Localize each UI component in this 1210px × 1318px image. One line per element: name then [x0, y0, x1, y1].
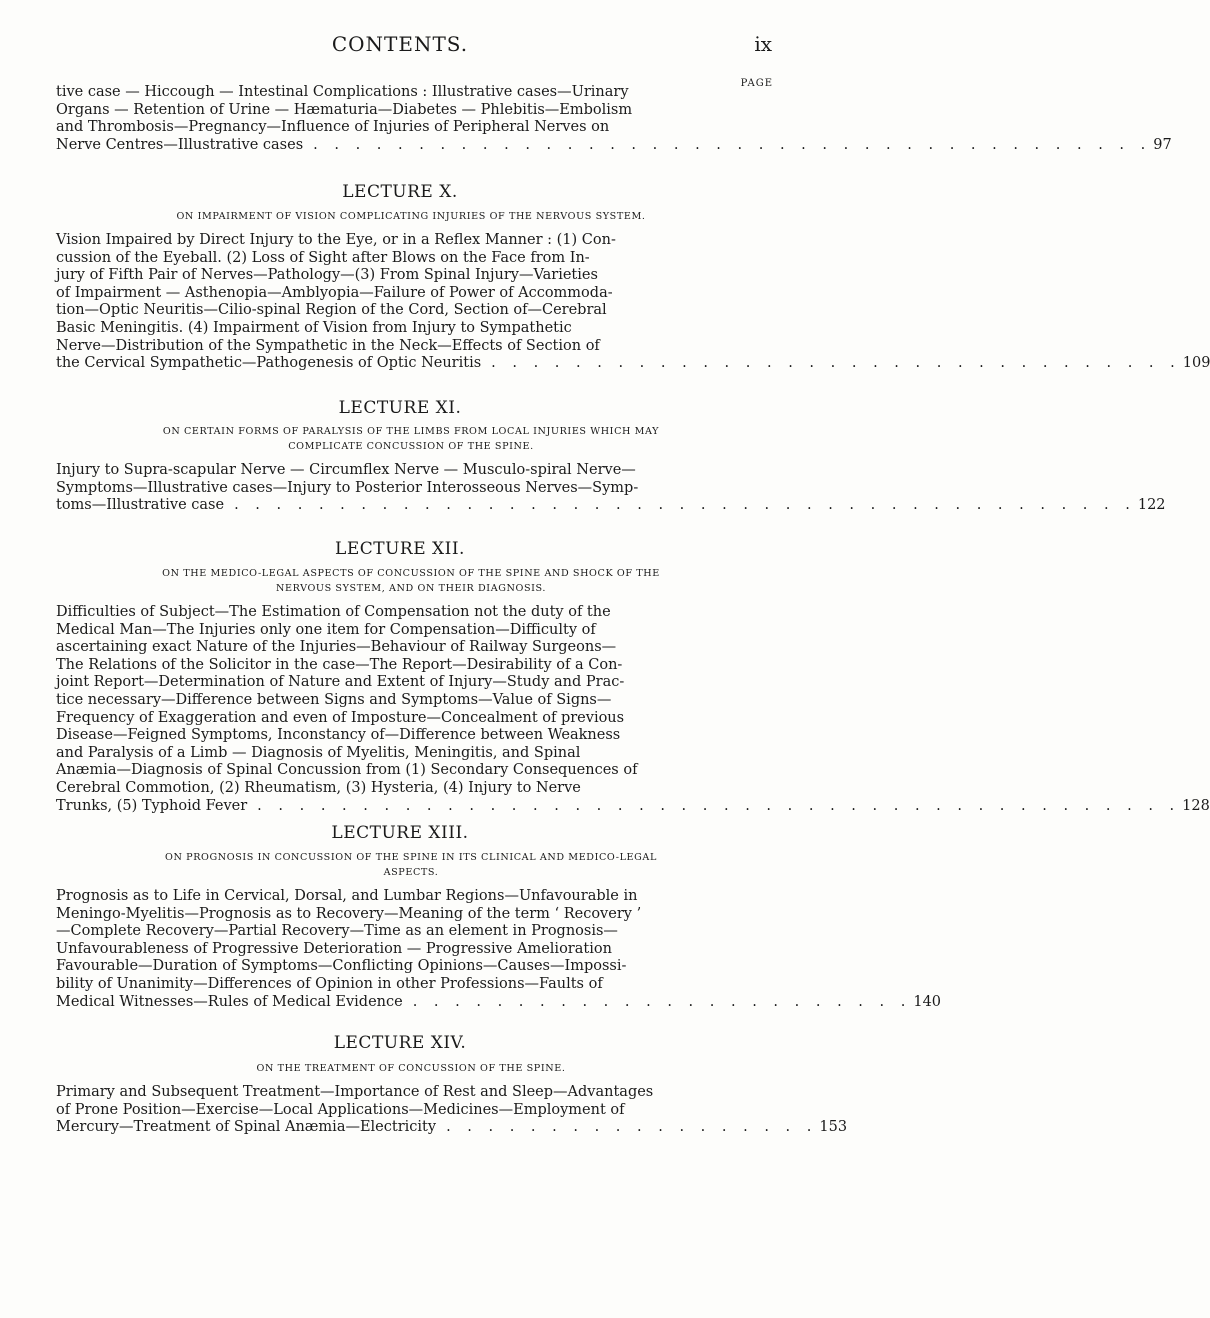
entry-line: jury of Fifth Pair of Nerves—Pathology—(3) From Spinal Injury—Varieties — [56, 267, 598, 284]
toc-entry-lecture-xii — [56, 604, 1210, 815]
page-column-label: PAGE — [740, 78, 773, 89]
entry-line: Disease—Feigned Symptoms, Inconstancy of—Difference between Weakness — [56, 727, 621, 744]
entry-last-line — [56, 355, 1210, 373]
entry-line: of Prone Position—Exercise—Local Applications—Medicines—Employment of — [56, 1101, 625, 1118]
entry-line: Cerebral Commotion, (2) Rheumatism, (3) Hysteria, (4) Injury to Nerve — [56, 779, 581, 796]
entry-line: Nerve Centres—Illustrative cases — [56, 136, 304, 153]
entry-line: Meningo-Myelitis—Prognosis as to Recovery—Meaning of the term ‘ Recovery ’ — [56, 905, 642, 922]
entry-line: Primary and Subsequent Treatment—Importance of Rest and Sleep—Advantages — [56, 1084, 654, 1100]
lecture-subtitle: ON PROGNOSIS IN CONCUSSION OF THE SPINE IN ITS CLINICAL AND MEDICO-LEGAL — [165, 852, 657, 863]
entry-page-number: 128 — [1182, 797, 1210, 814]
toc-entry-lecture-xiii — [56, 888, 942, 1011]
lecture-heading: LECTURE XIV. — [333, 1033, 467, 1053]
running-title: CONTENTS. — [331, 32, 469, 56]
entry-line: Prognosis as to Life in Cervical, Dorsal, and Lumbar Regions—Unfavourable in — [56, 888, 638, 904]
toc-entry-lecture-x — [56, 232, 1210, 373]
lecture-subtitle: ON THE TREATMENT OF CONCUSSION OF THE SPINE. — [256, 1063, 566, 1074]
entry-line: ascertaining exact Nature of the Injuries—Behaviour of Railway Surgeons— — [56, 639, 617, 656]
entry-last-line — [56, 497, 1166, 515]
lecture-subtitle-continued: COMPLICATE CONCUSSION OF THE SPINE. — [288, 441, 534, 452]
entry-page-number: 140 — [913, 993, 942, 1010]
entry-line: Basic Meningitis. (4) Impairment of Vision from Injury to Sympathetic — [56, 319, 572, 336]
entry-line: Mercury—Treatment of Spinal Anæmia—Electricity — [56, 1119, 437, 1136]
entry-line: and Thrombosis—Pregnancy—Influence of Injuries of Peripheral Nerves on — [56, 119, 610, 136]
entry-line: The Relations of the Solicitor in the case—The Report—Desirability of a Con- — [56, 656, 623, 673]
dot-leader: . . . . . . . . . . . . . . . . . . — [446, 1119, 818, 1136]
entry-last-line — [56, 797, 1210, 816]
lecture-subtitle: ON IMPAIRMENT OF VISION COMPLICATING INJURIES OF THE NERVOUS SYSTEM. — [176, 211, 646, 222]
entry-line: Trunks, (5) Typhoid Fever — [56, 797, 248, 814]
toc-entry-continued — [56, 84, 1172, 154]
entry-line: tice necessary—Difference between Signs and Symptoms—Value of Signs— — [56, 691, 612, 708]
entry-line: Nerve—Distribution of the Sympathetic in the Neck—Effects of Section of — [56, 337, 600, 354]
lecture-subtitle: ON CERTAIN FORMS OF PARALYSIS OF THE LIMBS FROM LOCAL INJURIES WHICH MAY — [162, 426, 660, 437]
entry-page-number: 109 — [1182, 355, 1210, 372]
page-number: ix — [754, 32, 772, 56]
entry-line: and Paralysis of a Limb — Diagnosis of Myelitis, Meningitis, and Spinal — [56, 744, 581, 761]
toc-entry-lecture-xiv — [56, 1084, 848, 1137]
lecture-subtitle: ON THE MEDICO-LEGAL ASPECTS OF CONCUSSION OF THE SPINE AND SHOCK OF THE — [162, 568, 660, 579]
entry-line: Medical Man—The Injuries only one item for Compensation—Difficulty of — [56, 621, 596, 638]
entry-line: Organs — Retention of Urine — Hæmaturia—Diabetes — Phlebitis—Embolism — [56, 101, 633, 118]
entry-line: of Impairment — Asthenopia—Amblyopia—Failure of Power of Accommoda- — [56, 284, 613, 301]
dot-leader: . . . . . . . . . . . . . . . . . . . . . . . . . . . . . . . . . — [491, 355, 1181, 372]
lecture-heading: LECTURE XII. — [335, 539, 465, 559]
entry-line: bility of Unanimity—Differences of Opinion in other Professions—Faults of — [56, 975, 603, 992]
entry-line: Medical Witnesses—Rules of Medical Evidence — [56, 993, 403, 1010]
entry-page-number: 97 — [1153, 136, 1172, 153]
dot-leader: . . . . . . . . . . . . . . . . . . . . . . . . . . . . . . . . . . . . . . . . — [313, 136, 1152, 153]
entry-line: Anæmia—Diagnosis of Spinal Concussion from (1) Secondary Consequences of — [56, 762, 638, 779]
entry-last-line — [56, 993, 942, 1012]
dot-leader: . . . . . . . . . . . . . . . . . . . . . . . . — [412, 993, 912, 1010]
entry-line: Favourable—Duration of Symptoms—Conflicting Opinions—Causes—Impossi- — [56, 958, 627, 975]
dot-leader: . . . . . . . . . . . . . . . . . . . . . . . . . . . . . . . . . . . . . . . . . . . — [234, 497, 1136, 514]
entry-line: toms—Illustrative case — [56, 497, 225, 514]
toc-entry-lecture-xi — [56, 462, 1166, 515]
entry-line: tive case — Hiccough — Intestinal Complications : Illustrative cases—Urinary — [56, 84, 629, 100]
entry-last-line — [56, 136, 1172, 155]
entry-line: cussion of the Eyeball. (2) Loss of Sight after Blows on the Face from In- — [56, 249, 590, 266]
entry-line: Difficulties of Subject—The Estimation of Compensation not the duty of the — [56, 604, 611, 620]
entry-line: joint Report—Determination of Nature and Extent of Injury—Study and Prac- — [56, 674, 625, 691]
lecture-subtitle-continued: ASPECTS. — [383, 867, 439, 878]
entry-line: the Cervical Sympathetic—Pathogenesis of Optic Neuritis — [56, 355, 482, 372]
lecture-heading: LECTURE XI. — [338, 398, 462, 418]
entry-page-number: 153 — [819, 1119, 848, 1136]
entry-line: Injury to Supra-scapular Nerve — Circumflex Nerve — Musculo-spiral Nerve— — [56, 462, 636, 478]
dot-leader: . . . . . . . . . . . . . . . . . . . . . . . . . . . . . . . . . . . . . . . . . . . . — [257, 797, 1181, 814]
entry-last-line — [56, 1119, 848, 1137]
entry-line: Frequency of Exaggeration and even of Imposture—Concealment of previous — [56, 709, 625, 726]
lecture-subtitle-continued: NERVOUS SYSTEM, AND ON THEIR DIAGNOSIS. — [276, 583, 546, 594]
entry-line: Unfavourableness of Progressive Deterioration — Progressive Amelioration — [56, 940, 612, 957]
lecture-heading: LECTURE XIII. — [331, 823, 469, 843]
entry-line: tion—Optic Neuritis—Cilio-spinal Region of the Cord, Section of—Cerebral — [56, 302, 607, 319]
entry-page-number: 122 — [1137, 497, 1166, 514]
running-head — [0, 32, 800, 56]
entry-line: —Complete Recovery—Partial Recovery—Time as an element in Prognosis— — [56, 923, 618, 940]
entry-line: Vision Impaired by Direct Injury to the Eye, or in a Reflex Manner : (1) Con- — [56, 232, 616, 248]
entry-line: Symptoms—Illustrative cases—Injury to Posterior Interosseous Nerves—Symp- — [56, 479, 639, 496]
lecture-heading: LECTURE X. — [342, 182, 458, 202]
